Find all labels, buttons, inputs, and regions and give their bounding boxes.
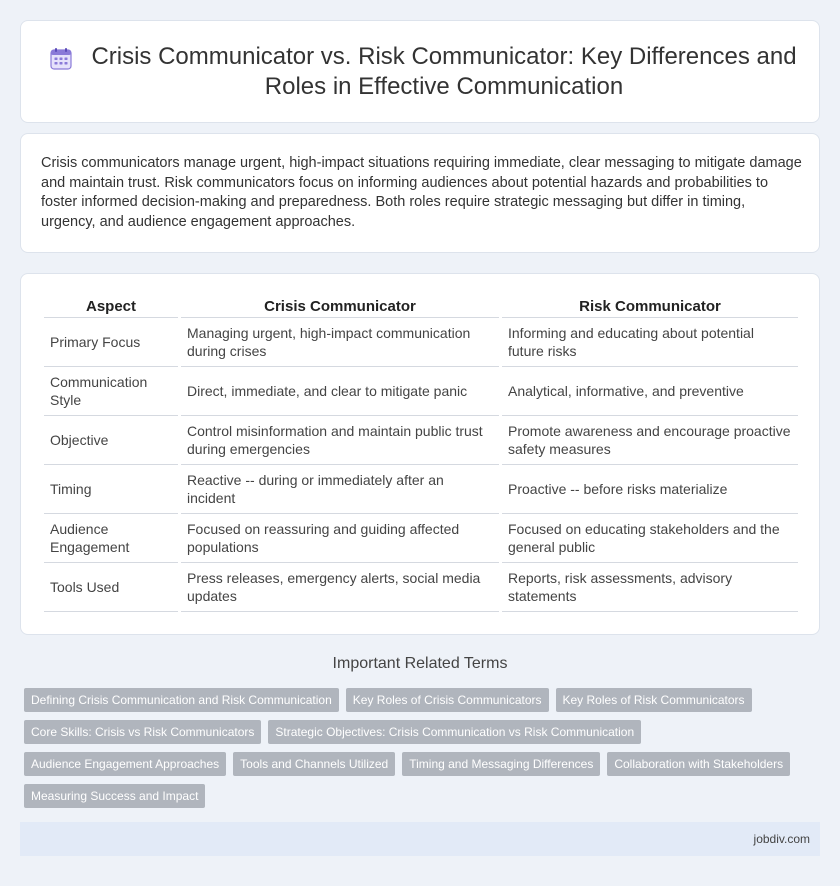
aspect-cell: Objective: [44, 416, 178, 465]
risk-cell: Reports, risk assessments, advisory statements: [502, 563, 798, 612]
crisis-cell: Press releases, emergency alerts, social media updates: [181, 563, 499, 612]
aspect-cell: Timing: [44, 465, 178, 514]
related-term-tag[interactable]: Strategic Objectives: Crisis Communication vs Risk Communication: [268, 720, 641, 744]
header-aspect: Aspect: [44, 298, 178, 318]
crisis-cell: Reactive -- during or immediately after an incident: [181, 465, 499, 514]
risk-cell: Proactive -- before risks materialize: [502, 465, 798, 514]
related-term-tag[interactable]: Audience Engagement Approaches: [24, 752, 226, 776]
risk-cell: Focused on educating stakeholders and the general public: [502, 514, 798, 563]
crisis-cell: Direct, immediate, and clear to mitigate panic: [181, 367, 499, 416]
footer: [20, 822, 820, 856]
comparison-table: [41, 298, 801, 612]
related-terms-title: Important Related Terms: [332, 655, 508, 672]
comparison-card: [20, 273, 820, 635]
related-terms-list: [24, 688, 824, 808]
crisis-cell: Managing urgent, high-impact communication during crises: [181, 318, 499, 367]
table-row: [44, 318, 798, 367]
related-term-tag[interactable]: Measuring Success and Impact: [24, 784, 205, 808]
related-term-tag[interactable]: Tools and Channels Utilized: [233, 752, 395, 776]
footer-site-link[interactable]: jobdiv.com: [753, 832, 810, 846]
crisis-cell: Focused on reassuring and guiding affected populations: [181, 514, 499, 563]
title-card: [20, 20, 820, 123]
calendar-icon: [49, 47, 73, 71]
related-term-tag[interactable]: Key Roles of Crisis Communicators: [346, 688, 549, 712]
table-row: [44, 416, 798, 465]
related-term-tag[interactable]: Core Skills: Crisis vs Risk Communicators: [24, 720, 261, 744]
header-crisis-communicator: Crisis Communicator: [181, 298, 499, 318]
risk-cell: Informing and educating about potential future risks: [502, 318, 798, 367]
risk-cell: Analytical, informative, and preventive: [502, 367, 798, 416]
header-risk-communicator: Risk Communicator: [502, 298, 798, 318]
risk-cell: Promote awareness and encourage proactive safety measures: [502, 416, 798, 465]
aspect-cell: Audience Engagement: [44, 514, 178, 563]
aspect-cell: Communication Style: [44, 367, 178, 416]
table-row: [44, 563, 798, 612]
intro-text: Crisis communicators manage urgent, high-impact situations requiring immediate, clear messaging to mitigate damage and maintain trust. Risk communicators focus on informing audiences about potential hazards and probabilities to foster informed decision-making and preparedness. Both roles require strategic messaging but differ in timing, urgency, and audience engagement approaches.: [41, 155, 802, 230]
crisis-cell: Control misinformation and maintain public trust during emergencies: [181, 416, 499, 465]
aspect-cell: Tools Used: [44, 563, 178, 612]
related-term-tag[interactable]: Collaboration with Stakeholders: [607, 752, 790, 776]
intro-card: [20, 133, 820, 253]
related-term-tag[interactable]: Timing and Messaging Differences: [402, 752, 600, 776]
table-row: [44, 465, 798, 514]
page-title: Crisis Communicator vs. Risk Communicator: Key Differences and Roles in Effective Communication: [91, 42, 797, 100]
table-header-row: [44, 298, 798, 318]
aspect-cell: Primary Focus: [44, 318, 178, 367]
related-term-tag[interactable]: Defining Crisis Communication and Risk Communication: [24, 688, 339, 712]
table-row: [44, 367, 798, 416]
table-row: [44, 514, 798, 563]
related-term-tag[interactable]: Key Roles of Risk Communicators: [556, 688, 752, 712]
